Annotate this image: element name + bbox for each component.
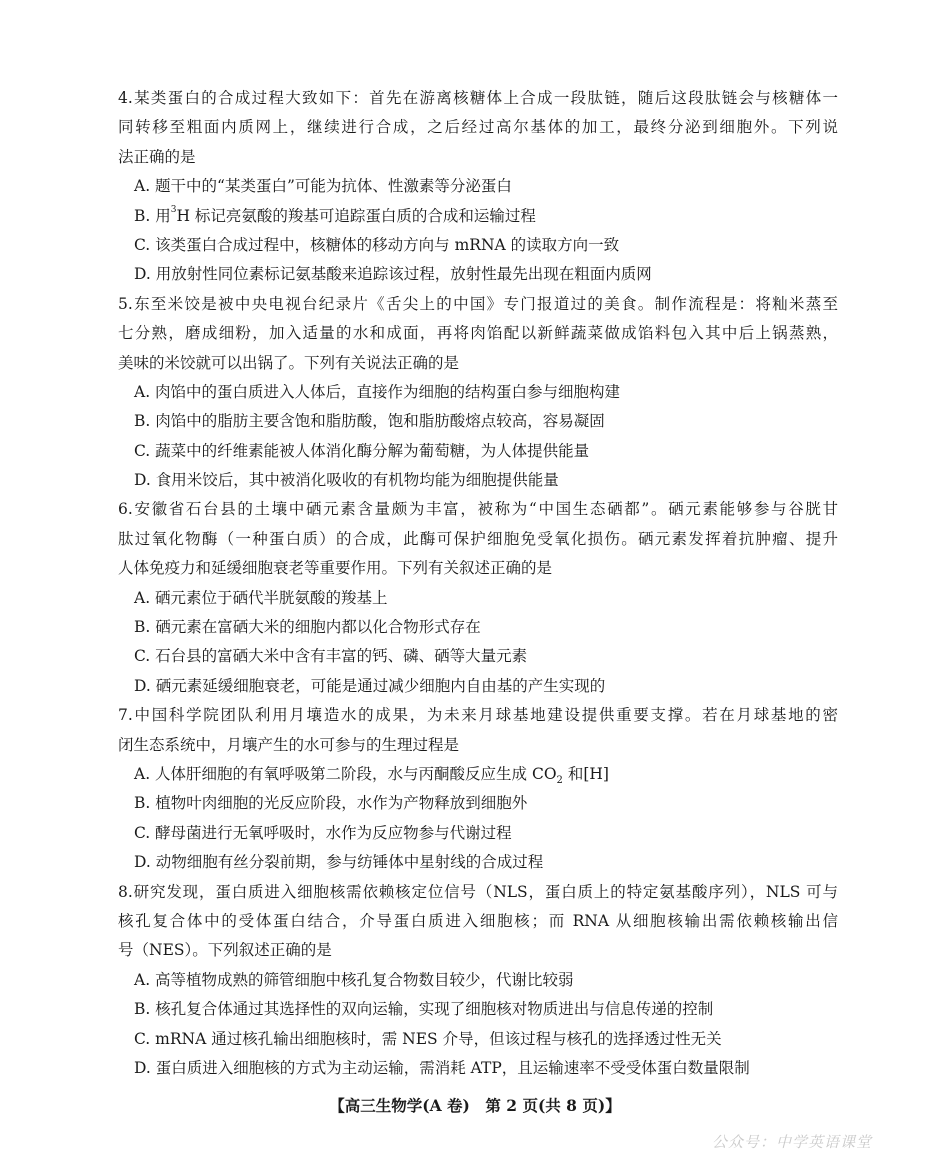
answer-option: B. 硒元素在富硒大米的细胞内都以化合物形式存在: [134, 618, 481, 637]
question-stem-line: 6.安徽省石台县的土壤中硒元素含量颇为丰富，被称为“中国生态硒都”。硒元素能够参与谷胱甘: [118, 500, 838, 519]
question-stem-line: 4.某类蛋白的合成过程大致如下：首先在游离核糖体上合成一段肽链，随后这段肽链会与核糖体一: [118, 89, 838, 107]
question-stem-line: 闭生态系统中，月壤产生的水可参与的生理过程是: [118, 735, 460, 754]
option-text: A. 人体肝细胞的有氧呼吸第二阶段，水与丙酮酸反应生成 CO: [134, 764, 557, 783]
question-stem-line: 8.研究发现，蛋白质进入细胞核需依赖核定位信号（NLS，蛋白质上的特定氨基酸序列），NLS 可与: [118, 882, 838, 901]
question-block: [118, 495, 838, 701]
answer-option: C. 酵母菌进行无氧呼吸时，水作为反应物参与代谢过程: [134, 823, 512, 842]
question-block: [118, 290, 838, 496]
answer-option: D. 动物细胞有丝分裂前期，参与纺锤体中星射线的合成过程: [134, 853, 544, 872]
watermark: 公众号：中学英语课堂: [712, 1133, 873, 1151]
option-text: B. 用: [134, 206, 171, 225]
answer-option: A. 题干中的“某类蛋白”可能为抗体、性激素等分泌蛋白: [134, 177, 512, 196]
answer-option: B. 植物叶肉细胞的光反应阶段，水作为产物释放到细胞外: [134, 794, 528, 813]
answer-option: D. 蛋白质进入细胞核的方式为主动运输，需消耗 ATP，且运输速率不受受体蛋白数量限制: [134, 1058, 750, 1077]
question-block: [118, 701, 838, 877]
superscript: 3: [170, 204, 177, 215]
question-stem-line: 同转移至粗面内质网上，继续进行合成，之后经过高尔基体的加工，最终分泌到细胞外。下列说: [118, 118, 838, 137]
answer-option: C. 蔬菜中的纤维素能被人体消化酶分解为葡萄糖，为人体提供能量: [134, 441, 590, 460]
answer-option: A. 硒元素位于硒代半胱氨酸的羧基上: [134, 588, 388, 607]
answer-option: D. 食用米饺后，其中被消化吸收的有机物均能为细胞提供能量: [134, 471, 559, 490]
question-stem-line: 号（NES）。下列叙述正确的是: [118, 941, 332, 960]
subscript: 2: [556, 775, 563, 787]
option-text: 和[H]: [562, 764, 609, 783]
question-stem-line: 7.中国科学院团队利用月壤造水的成果，为未来月球基地建设提供重要支撑。若在月球基地的密: [118, 706, 838, 725]
question-stem-line: 七分熟，磨成细粉，加入适量的水和成面，再将肉馅配以新鲜蔬菜做成馅料包入其中后上锅蒸熟，: [118, 324, 838, 343]
answer-option: [118, 202, 838, 231]
question-stem-line: 肽过氧化物酶（一种蛋白质）的合成，此酶可保护细胞免受氧化损伤。硒元素发挥着抗肿瘤、提升: [118, 529, 838, 548]
question-stem-line: 法正确的是: [118, 147, 196, 166]
answer-option: A. 高等植物成熟的筛管细胞中核孔复合物数目较少，代谢比较弱: [134, 970, 574, 989]
question-stem-line: 5.东至米饺是被中央电视台纪录片《舌尖上的中国》专门报道过的美食。制作流程是：将籼米蒸至: [118, 294, 838, 313]
option-text: H 标记亮氨酸的羧基可追踪蛋白质的合成和运输过程: [176, 206, 536, 225]
answer-option: C. 该类蛋白合成过程中，核糖体的移动方向与 mRNA 的读取方向一致: [134, 235, 620, 254]
question-stem-line: 美味的米饺就可以出锅了。下列有关说法正确的是: [118, 353, 460, 372]
question-stem-line: 人体免疫力和延缓细胞衰老等重要作用。下列有关叙述正确的是: [118, 559, 553, 578]
answer-option: B. 核孔复合体通过其选择性的双向运输，实现了细胞核对物质进出与信息传递的控制: [134, 1000, 714, 1019]
answer-option: D. 用放射性同位素标记氨基酸来追踪该过程，放射性最先出现在粗面内质网: [134, 265, 652, 284]
question-block: [118, 84, 838, 290]
answer-option: A. 肉馅中的蛋白质进入人体后，直接作为细胞的结构蛋白参与细胞构建: [134, 382, 621, 401]
answer-option: C. 石台县的富硒大米中含有丰富的钙、磷、硒等大量元素: [134, 647, 528, 666]
page-footer: 【高三生物学(A 卷) 第 2 页(共 8 页)】: [329, 1096, 621, 1115]
answer-option: [118, 760, 838, 789]
question-block: [118, 878, 838, 1084]
answer-option: C. mRNA 通过核孔输出细胞核时，需 NES 介导，但该过程与核孔的选择透过性无关: [134, 1029, 722, 1048]
question-stem-line: 核孔复合体中的受体蛋白结合，介导蛋白质进入细胞核；而 RNA 从细胞核输出需依赖核输出信: [118, 911, 838, 930]
answer-option: D. 硒元素延缓细胞衰老，可能是通过减少细胞内自由基的产生实现的: [134, 676, 606, 695]
question-list: [118, 84, 838, 1083]
answer-option: B. 肉馅中的脂肪主要含饱和脂肪酸，饱和脂肪酸熔点较高，容易凝固: [134, 412, 605, 431]
